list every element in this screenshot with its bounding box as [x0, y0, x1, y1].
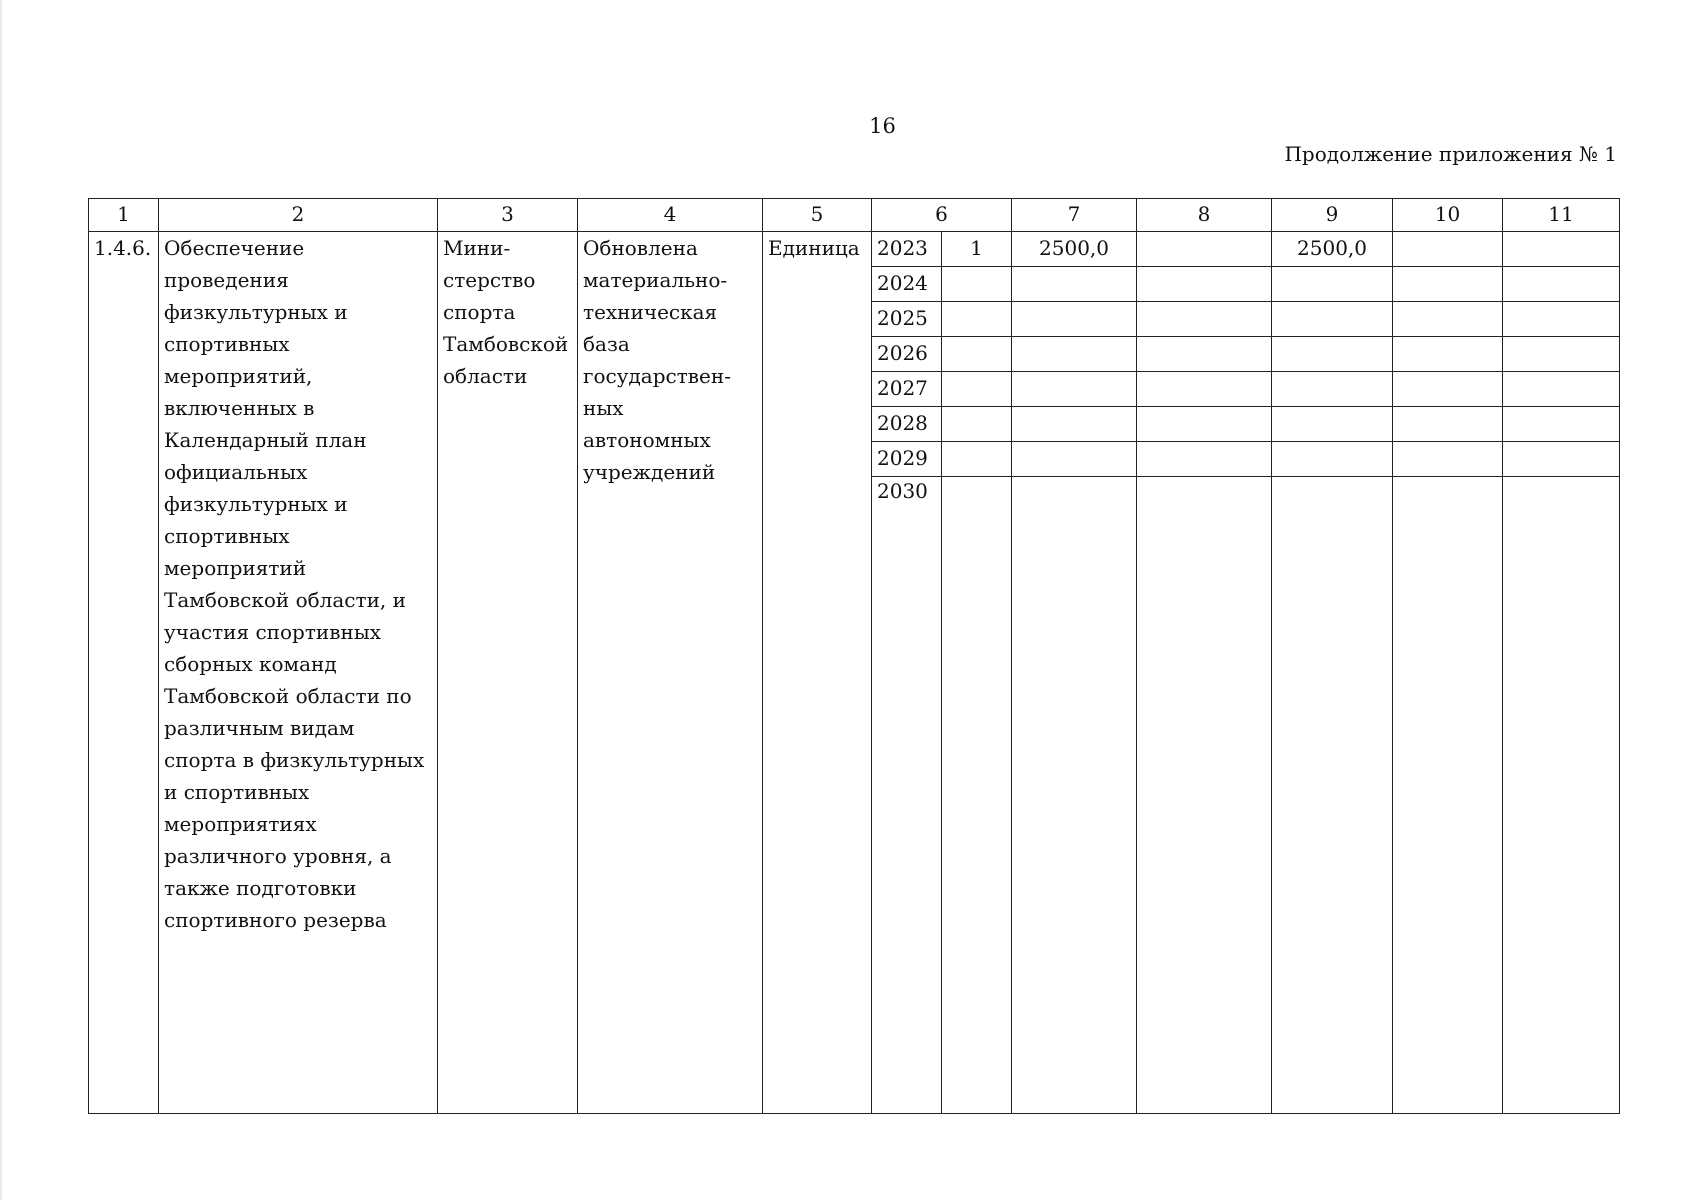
col7-cell: 2500,0 — [1012, 232, 1137, 267]
year-cell: 2025 — [872, 302, 942, 337]
executor-cell: Мини-стерство спорта Тамбовской области — [438, 232, 578, 1114]
col7-cell — [1012, 267, 1137, 302]
col10-cell — [1393, 477, 1503, 1114]
header-cell: 2 — [159, 199, 438, 232]
header-cell: 7 — [1012, 199, 1137, 232]
col7-cell — [1012, 442, 1137, 477]
col8-cell — [1137, 302, 1272, 337]
indicator-value — [942, 407, 1012, 442]
header-cell: 11 — [1503, 199, 1620, 232]
program-table — [88, 198, 1620, 1114]
col8-cell — [1137, 232, 1272, 267]
unit-cell: Единица — [763, 232, 872, 1114]
indicator-value — [942, 302, 1012, 337]
col9-cell — [1272, 267, 1393, 302]
col9-cell — [1272, 302, 1393, 337]
year-cell: 2026 — [872, 337, 942, 372]
col9-cell — [1272, 372, 1393, 407]
col10-cell — [1393, 267, 1503, 302]
year-row — [89, 232, 1620, 267]
indicator-value — [942, 372, 1012, 407]
measure-description: Обеспечение проведения физкультурных и спортивных мероприятий, включенных в Календарный план официальных физкультурных и спортивных мероприятий Тамбовской области, и участия спортивных сборных команд Тамбовской области по различным видам спорта в физкультурных и спортивных мероприятиях различного уровня, а также подготовки спортивного резерва — [159, 232, 438, 1114]
header-cell: 10 — [1393, 199, 1503, 232]
col9-cell — [1272, 337, 1393, 372]
col9-cell — [1272, 442, 1393, 477]
year-cell: 2028 — [872, 407, 942, 442]
col10-cell — [1393, 337, 1503, 372]
indicator-value: 1 — [942, 232, 1012, 267]
col11-cell — [1503, 477, 1620, 1114]
year-cell: 2023 — [872, 232, 942, 267]
header-cell: 8 — [1137, 199, 1272, 232]
col9-cell — [1272, 407, 1393, 442]
indicator-value — [942, 337, 1012, 372]
indicator-value — [942, 477, 1012, 1114]
header-cell: 3 — [438, 199, 578, 232]
measure-code: 1.4.6. — [89, 232, 159, 1114]
col8-cell — [1137, 267, 1272, 302]
col8-cell — [1137, 442, 1272, 477]
header-cell: 5 — [763, 199, 872, 232]
result-cell: Обновлена материально-техническая база государствен-ных автономных учреждений — [578, 232, 763, 1114]
col11-cell — [1503, 232, 1620, 267]
col7-cell — [1012, 302, 1137, 337]
col7-cell — [1012, 337, 1137, 372]
col7-cell — [1012, 477, 1137, 1114]
col8-cell — [1137, 372, 1272, 407]
indicator-value — [942, 442, 1012, 477]
col11-cell — [1503, 337, 1620, 372]
col8-cell — [1137, 337, 1272, 372]
page-number: 16 — [869, 114, 896, 138]
col9-cell — [1272, 477, 1393, 1114]
col11-cell — [1503, 302, 1620, 337]
year-cell: 2029 — [872, 442, 942, 477]
header-cell: 9 — [1272, 199, 1393, 232]
header-cell: 1 — [89, 199, 159, 232]
col7-cell — [1012, 372, 1137, 407]
col11-cell — [1503, 267, 1620, 302]
header-cell: 4 — [578, 199, 763, 232]
year-cell: 2027 — [872, 372, 942, 407]
col11-cell — [1503, 407, 1620, 442]
appendix-note: Продолжение приложения № 1 — [1284, 142, 1617, 166]
col10-cell — [1393, 302, 1503, 337]
scan-edge — [0, 0, 2, 1200]
year-cell: 2030 — [872, 477, 942, 1114]
col10-cell — [1393, 372, 1503, 407]
col11-cell — [1503, 442, 1620, 477]
col10-cell — [1393, 232, 1503, 267]
year-cell: 2024 — [872, 267, 942, 302]
col8-cell — [1137, 407, 1272, 442]
header-cell: 6 — [872, 199, 1012, 232]
indicator-value — [942, 267, 1012, 302]
col7-cell — [1012, 407, 1137, 442]
col8-cell — [1137, 477, 1272, 1114]
col9-cell: 2500,0 — [1272, 232, 1393, 267]
col10-cell — [1393, 442, 1503, 477]
col10-cell — [1393, 407, 1503, 442]
col11-cell — [1503, 372, 1620, 407]
header-row — [89, 199, 1620, 232]
